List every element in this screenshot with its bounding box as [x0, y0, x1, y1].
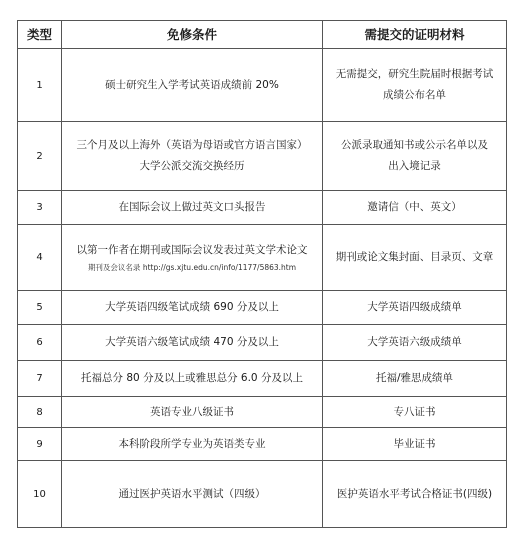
row-number: 8 [18, 397, 62, 428]
row-condition: 英语专业八级证书 [62, 397, 323, 428]
exemption-table [17, 20, 507, 528]
row-materials: 医护英语水平考试合格证书(四级) [323, 461, 507, 528]
table-row [18, 225, 507, 291]
row-condition: 通过医护英语水平测试（四级） [62, 461, 323, 528]
row-materials: 邀请信（中、英文） [323, 191, 507, 225]
condition-line: 三个月及以上海外（英语为母语或官方语言国家） [76, 139, 308, 151]
header-row [18, 21, 507, 49]
row-materials [323, 49, 507, 122]
row-condition: 大学英语六级笔试成绩 470 分及以上 [62, 325, 323, 361]
row-materials: 大学英语六级成绩单 [323, 325, 507, 361]
row-condition: 托福总分 80 分及以上或雅思总分 6.0 分及以上 [62, 361, 323, 397]
condition-line: 以第一作者在期刊或国际会议发表过英文学术论文 [76, 244, 308, 256]
row-number: 7 [18, 361, 62, 397]
table-row [18, 291, 507, 325]
row-materials: 大学英语四级成绩单 [323, 291, 507, 325]
row-materials: 毕业证书 [323, 428, 507, 461]
materials-line: 公派录取通知书或公示名单以及 [341, 139, 488, 151]
row-condition: 本科阶段所学专业为英语类专业 [62, 428, 323, 461]
header-condition: 免修条件 [62, 21, 323, 49]
table-row [18, 191, 507, 225]
row-number: 6 [18, 325, 62, 361]
header-materials: 需提交的证明材料 [323, 21, 507, 49]
row-materials: 专八证书 [323, 397, 507, 428]
table-row [18, 122, 507, 191]
table-row [18, 49, 507, 122]
row-materials: 期刊或论文集封面、目录页、文章 [323, 225, 507, 291]
row-condition: 大学英语四级笔试成绩 690 分及以上 [62, 291, 323, 325]
header-type: 类型 [18, 21, 62, 49]
table-row [18, 397, 507, 428]
row-condition [62, 225, 323, 291]
row-number: 9 [18, 428, 62, 461]
journal-list-note: 期刊及会议名录 http://gs.xjtu.edu.cn/info/1177/5863.htm [87, 263, 297, 272]
row-number: 4 [18, 225, 62, 291]
row-number: 3 [18, 191, 62, 225]
materials-line: 出入境记录 [388, 160, 441, 172]
row-condition: 硕士研究生入学考试英语成绩前 20% [62, 49, 323, 122]
row-number: 2 [18, 122, 62, 191]
row-number: 1 [18, 49, 62, 122]
materials-line: 无需提交，研究生院届时根据考试 [335, 68, 494, 80]
table-row [18, 361, 507, 397]
row-number: 5 [18, 291, 62, 325]
row-number: 10 [18, 461, 62, 528]
table-row [18, 461, 507, 528]
condition-line: 大学公派交流交换经历 [139, 160, 245, 172]
table-row [18, 428, 507, 461]
row-materials [323, 122, 507, 191]
materials-line: 成绩公布名单 [383, 89, 446, 101]
row-condition: 在国际会议上做过英文口头报告 [62, 191, 323, 225]
row-condition [62, 122, 323, 191]
table-row [18, 325, 507, 361]
row-materials: 托福/雅思成绩单 [323, 361, 507, 397]
